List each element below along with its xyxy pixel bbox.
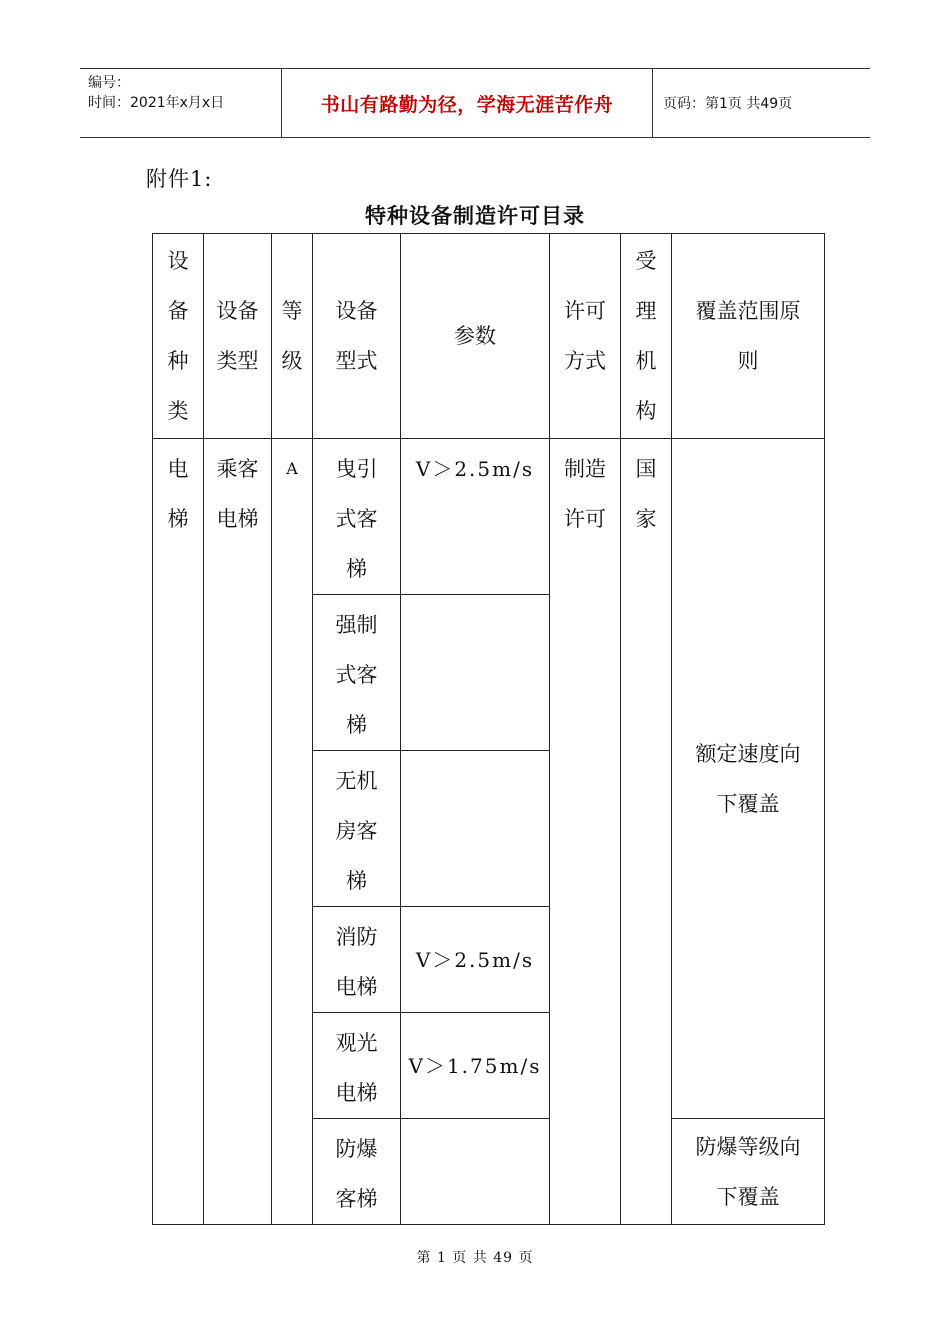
page-header xyxy=(80,68,870,138)
cell-agency: 国家 xyxy=(621,439,672,1225)
cell-form: 观光电梯 xyxy=(313,1013,401,1119)
cell-param: V＞2.5m/s xyxy=(401,907,550,1013)
cell-coverage-speed: 额定速度向下覆盖 xyxy=(672,439,825,1119)
header-agency: 受理机构 xyxy=(621,234,672,439)
header-license: 许可方式 xyxy=(550,234,621,439)
header-type: 设备类型 xyxy=(204,234,272,439)
cell-form: 强制式客梯 xyxy=(313,595,401,751)
cell-form: 无机房客梯 xyxy=(313,751,401,907)
header-coverage: 覆盖范围原则 xyxy=(672,234,825,439)
cell-category: 电梯 xyxy=(153,439,204,1225)
cell-coverage-explosion: 防爆等级向下覆盖 xyxy=(672,1119,825,1225)
cell-form: 防爆客梯 xyxy=(313,1119,401,1225)
cell-form: 曳引式客梯 xyxy=(313,439,401,595)
table-header-row xyxy=(153,234,825,439)
header-category: 设备种类 xyxy=(153,234,204,439)
header-page-code: 页码：第1页 共49页 xyxy=(663,96,793,112)
cell-param: V＞1.75m/s xyxy=(401,1013,550,1119)
catalog-table xyxy=(152,233,825,1225)
number-label: 编号： xyxy=(88,75,130,91)
cell-param xyxy=(401,595,550,751)
cell-param: V＞2.5m/s xyxy=(401,439,550,595)
cell-form: 消防电梯 xyxy=(313,907,401,1013)
header-grade: 等级 xyxy=(272,234,313,439)
table-row xyxy=(153,439,825,595)
page-footer: 第 1 页 共 49 页 xyxy=(416,1250,534,1266)
header-form: 设备型式 xyxy=(313,234,401,439)
attachment-label: 附件1: xyxy=(146,167,213,191)
header-meta xyxy=(80,69,281,137)
time-label: 时间：2021年x月x日 xyxy=(88,95,225,111)
header-param: 参数 xyxy=(401,234,550,439)
cell-type: 乘客电梯 xyxy=(204,439,272,1225)
cell-param xyxy=(401,1119,550,1225)
header-motto: 书山有路勤为径，学海无涯苦作舟 xyxy=(281,69,653,137)
cell-license: 制造许可 xyxy=(550,439,621,1225)
cell-grade: A xyxy=(272,439,313,1225)
document-title: 特种设备制造许可目录 xyxy=(365,204,585,228)
cell-param xyxy=(401,751,550,907)
